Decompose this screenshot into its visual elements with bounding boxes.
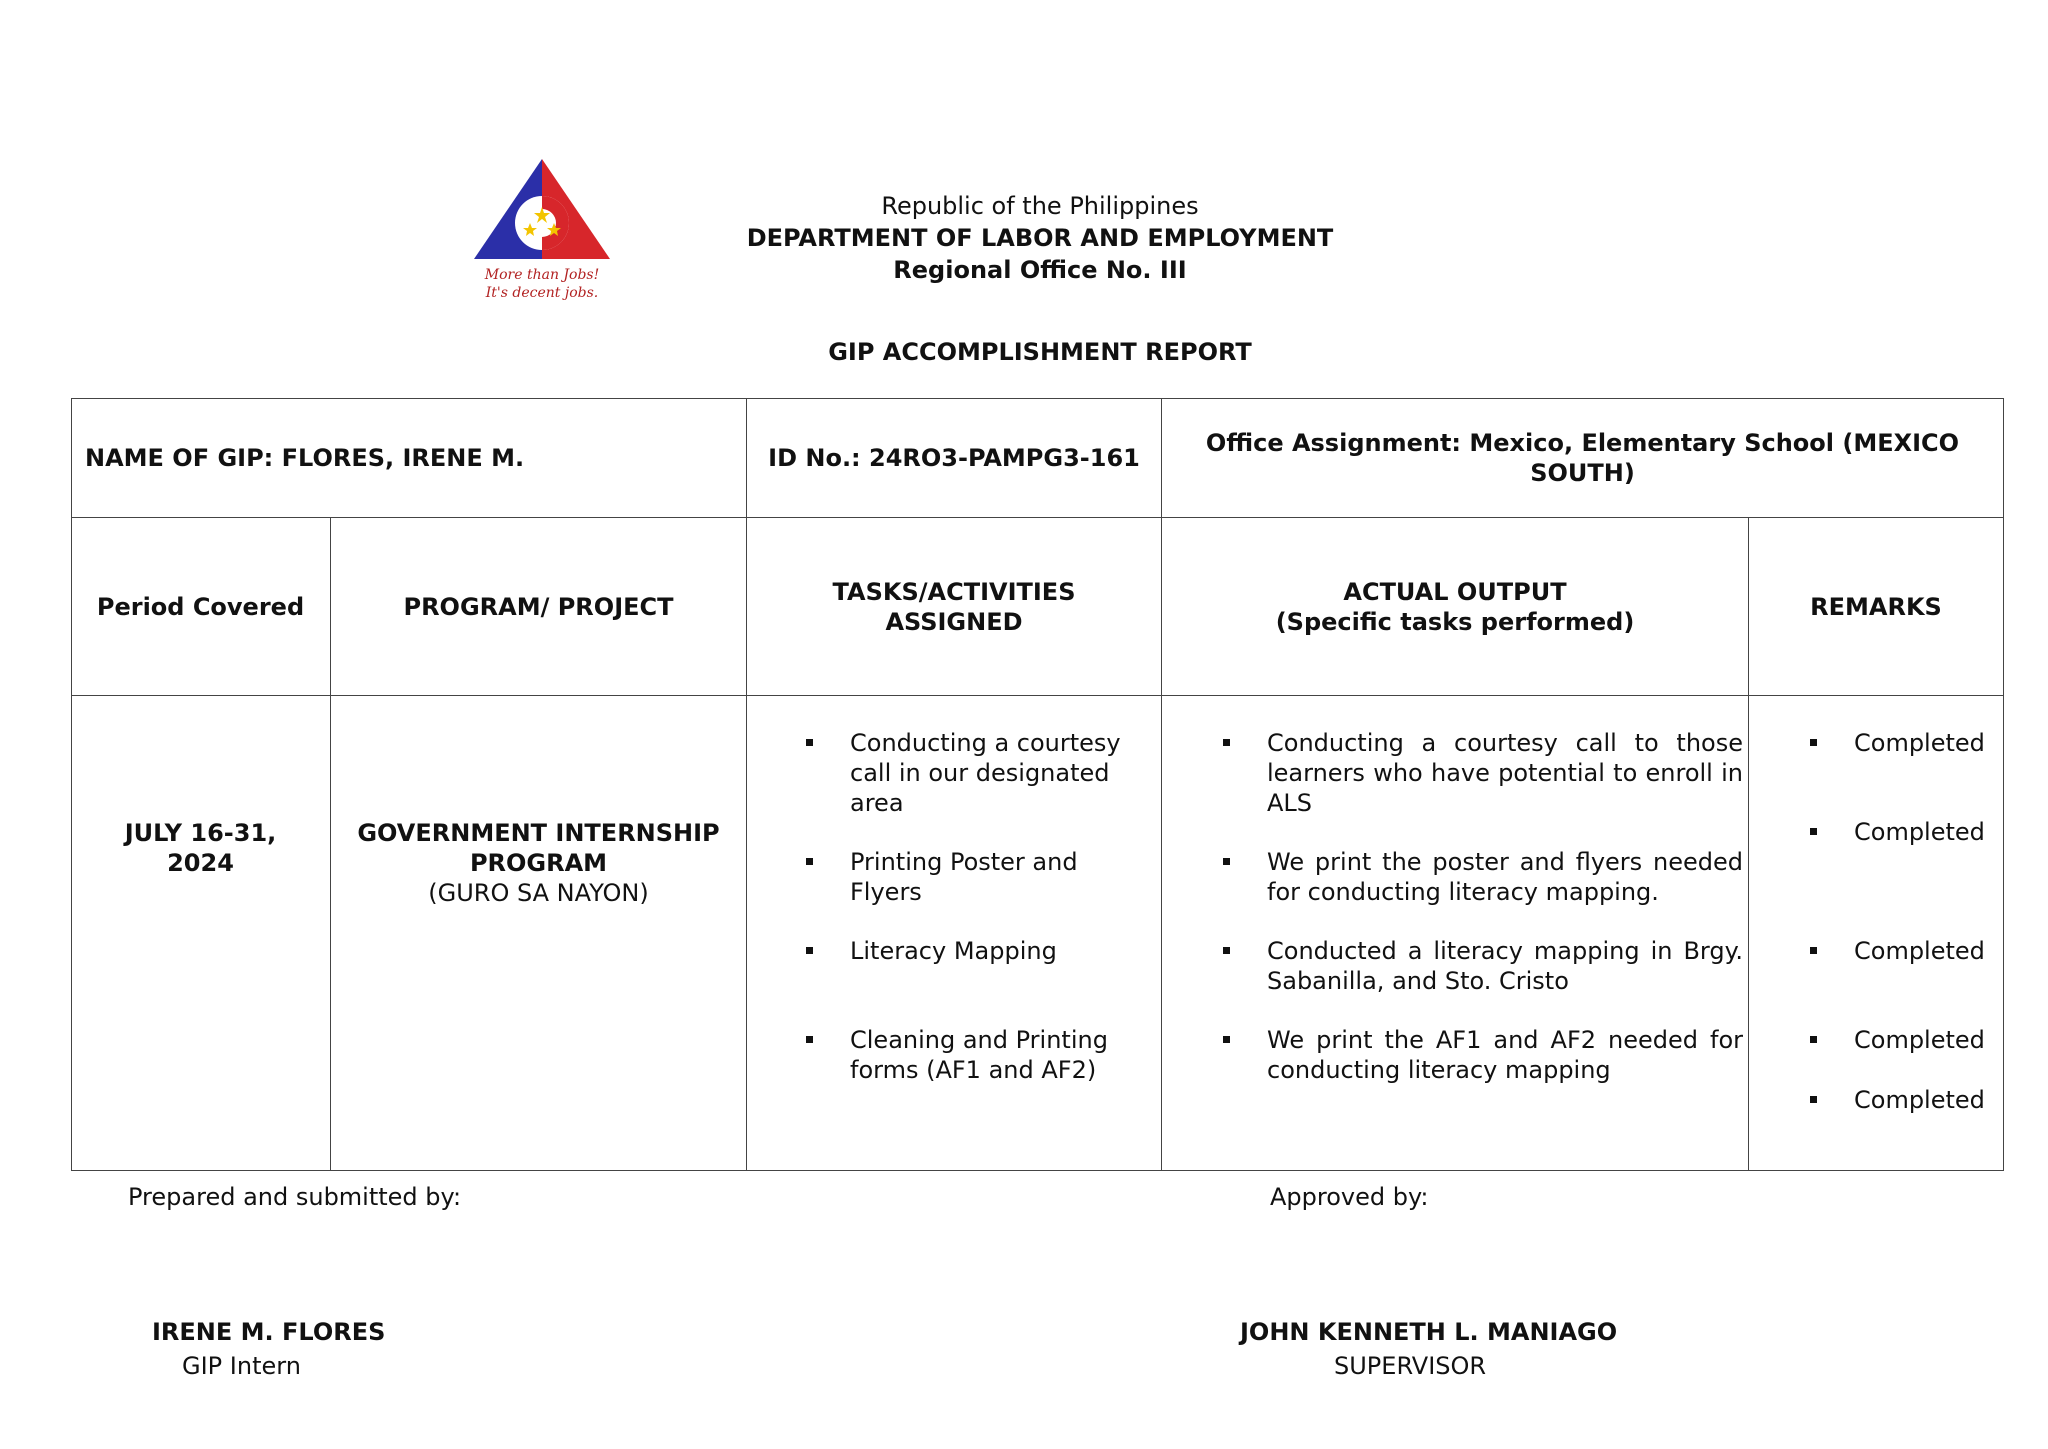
- gip-id: ID No.: 24RO3-PAMPG3-161: [768, 443, 1140, 472]
- remark-text: Completed: [1854, 729, 1985, 757]
- program-subtitle: (GURO SA NAYON): [428, 879, 649, 907]
- approver-name: JOHN KENNETH L. MANIAGO: [1240, 1318, 1618, 1346]
- bullet-icon: [1223, 858, 1230, 865]
- regional-office: Regional Office No. III: [893, 256, 1187, 284]
- logo-tagline-2: It's decent jobs.: [485, 285, 599, 301]
- logo-tagline-1: More than Jobs!: [484, 267, 600, 283]
- bullet-icon: [1810, 828, 1817, 835]
- bullet-icon: [806, 739, 813, 746]
- output-text: We print the poster and flyers needed for conducting literacy mapping.: [1267, 848, 1743, 906]
- col-output-header-line1: ACTUAL OUTPUT: [1343, 577, 1567, 606]
- period-value: JULY 16-31, 2024: [124, 819, 277, 877]
- remark-text: Completed: [1854, 1026, 1985, 1054]
- bullet-icon: [1810, 947, 1817, 954]
- col-program-header: PROGRAM/ PROJECT: [403, 592, 674, 621]
- gip-name: NAME OF GIP: FLORES, IRENE M.: [85, 443, 525, 472]
- program-value: [331, 818, 746, 908]
- bullet-icon: [1810, 1096, 1817, 1103]
- program-name: GOVERNMENT INTERNSHIP PROGRAM: [357, 819, 720, 877]
- bullet-icon: [1223, 947, 1230, 954]
- bullet-icon: [1810, 739, 1817, 746]
- col-remarks-header: REMARKS: [1810, 592, 1942, 621]
- output-text: Conducted a literacy mapping in Brgy. Sabanilla, and Sto. Cristo: [1267, 937, 1743, 995]
- col-output-header: [1162, 518, 1748, 695]
- preparer-title: GIP Intern: [182, 1352, 301, 1380]
- remark-text: Completed: [1854, 1086, 1985, 1114]
- bullet-icon: [1810, 1036, 1817, 1043]
- task-text: Printing Poster and Flyers: [850, 848, 1078, 906]
- report-title: GIP ACCOMPLISHMENT REPORT: [828, 338, 1252, 366]
- accomplishment-table: [71, 398, 2004, 1171]
- dole-logo: [470, 155, 620, 305]
- output-text: We print the AF1 and AF2 needed for conducting literacy mapping: [1267, 1026, 1743, 1084]
- republic-line: Republic of the Philippines: [881, 192, 1199, 220]
- task-text: Literacy Mapping: [850, 937, 1057, 965]
- bullet-icon: [806, 1036, 813, 1043]
- col-output-header-line2: (Specific tasks performed): [1275, 607, 1635, 636]
- bullet-icon: [1223, 739, 1230, 746]
- office-assignment: Office Assignment: Mexico, Elementary School (MEXICO SOUTH): [1205, 428, 1960, 487]
- task-text: Cleaning and Printing forms (AF1 and AF2): [850, 1026, 1108, 1084]
- remark-text: Completed: [1854, 818, 1985, 846]
- task-text: Conducting a courtesy call in our designated area: [850, 729, 1121, 817]
- bullet-icon: [806, 947, 813, 954]
- prepared-label: Prepared and submitted by:: [128, 1183, 462, 1211]
- preparer-name: IRENE M. FLORES: [152, 1318, 386, 1346]
- col-tasks-header: TASKS/ACTIVITIES ASSIGNED: [832, 577, 1076, 636]
- bullet-icon: [1223, 1036, 1230, 1043]
- col-period-header: Period Covered: [96, 592, 305, 621]
- remark-text: Completed: [1854, 937, 1985, 965]
- bullet-icon: [806, 858, 813, 865]
- approved-label: Approved by:: [1270, 1183, 1429, 1211]
- approver-title: SUPERVISOR: [1334, 1352, 1487, 1380]
- department-name: DEPARTMENT OF LABOR AND EMPLOYMENT: [746, 224, 1334, 252]
- output-text: Conducting a courtesy call to those learners who have potential to enroll in ALS: [1267, 729, 1743, 817]
